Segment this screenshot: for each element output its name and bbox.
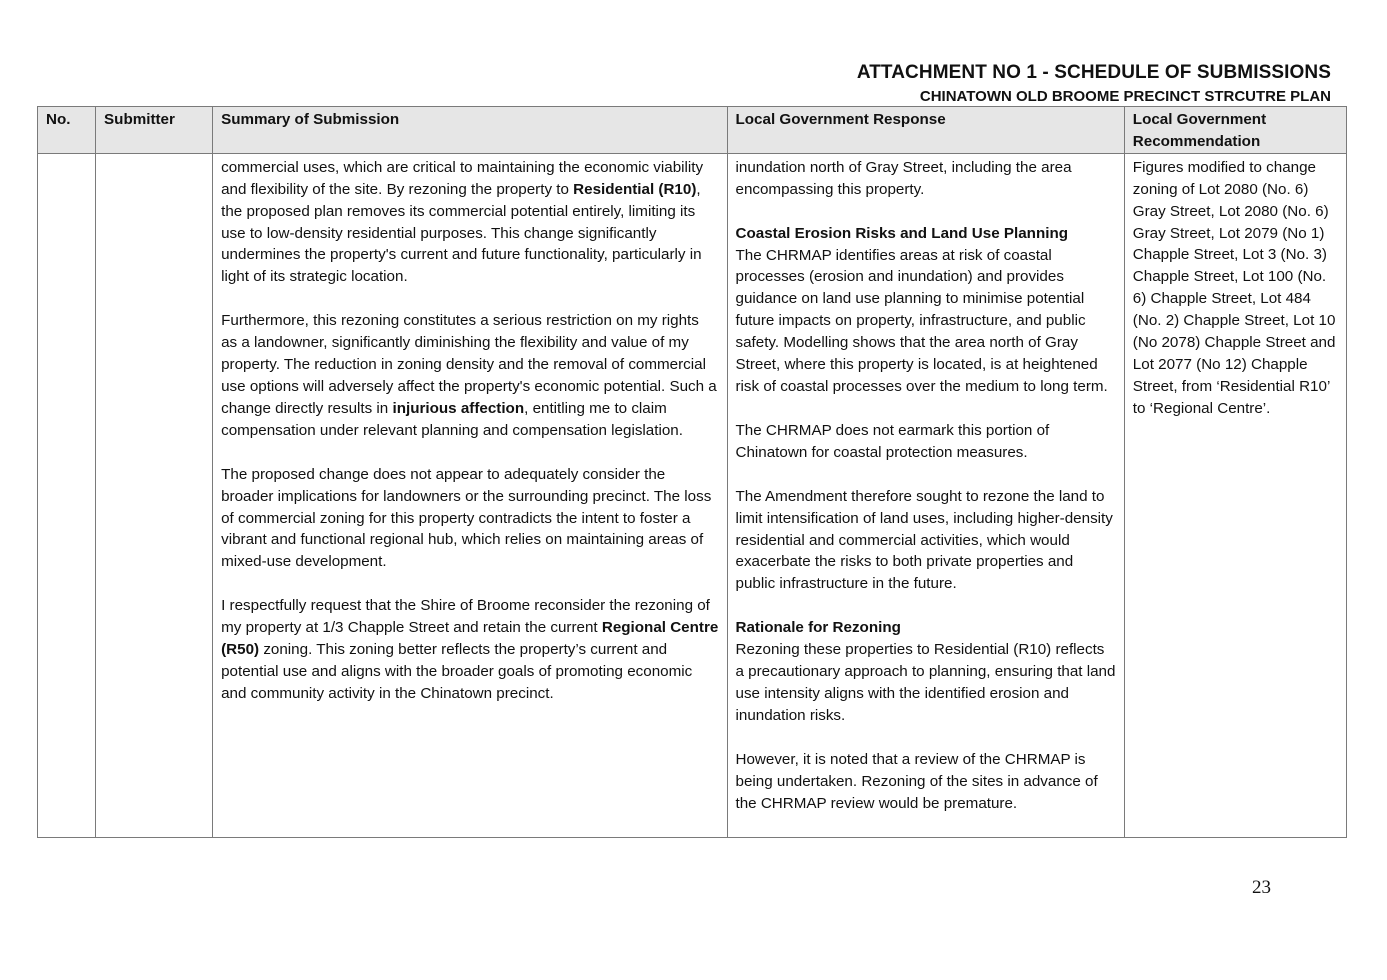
summary-text: , entitling me to claim compensation under relevant planning and compensation legislation. (221, 399, 683, 439)
table-row (38, 153, 1347, 837)
summary-text: , the proposed plan removes its commercial potential entirely, limiting its use to low-density residential purposes. This change significantly undermines the property's current and future functionality, particularly in light of its strategic location. (221, 180, 702, 286)
response-text: Rezoning these properties to Residential (R10) reflects a precautionary approach to planning, ensuring that land use intensity aligns with the identified erosion and inundation risks. (735, 641, 1116, 724)
cell-response (727, 153, 1124, 837)
table-header-row (38, 107, 1347, 154)
page-number: 23 (1252, 877, 1271, 898)
summary-emphasis: Residential (R10) (573, 180, 697, 198)
column-header-no: No. (38, 107, 96, 154)
response-text: The CHRMAP identifies areas at risk of coastal processes (erosion and inundation) and provides guidance on land use planning to minimise potential future impacts on property, infrastructure, and public safety. Modelling shows that the area north of Gray Street, where this property is located, is at heightened risk of coastal processes over the medium to long term. (735, 246, 1108, 395)
response-paragraph-1: inundation north of Gray Street, including the area encompassing this property. (735, 158, 1072, 198)
cell-recommendation: Figures modified to change zoning of Lot 2080 (No. 6) Gray Street, Lot 2080 (No. 6) Gray Street, Lot 2079 (No 1) Chapple Street, Lot 3 (No. 3) Chapple Street, Lot 100 (No. 6) Chapple Street, Lot 484 (No. 2) Chapple Street, Lot 10 (No 2078) Chapple Street and Lot 2077 (No 12) Chapple Street, from ‘Residential R10’ to ‘Regional Centre’. (1124, 153, 1346, 837)
column-header-recommendation: Local Government Recommendation (1124, 107, 1346, 154)
summary-text: Furthermore, this rezoning constitutes a serious restriction on my rights as a landowner, significantly diminishing the flexibility and value of my property. The reduction in zoning density and the removal of commercial use options will adversely affect the property's economic potential. Such a change directly results in (221, 312, 717, 417)
response-subheading: Coastal Erosion Risks and Land Use Planning (735, 224, 1069, 242)
document-title: ATTACHMENT NO 1 - SCHEDULE OF SUBMISSIONS (856, 62, 1331, 83)
summary-paragraph-1 (221, 157, 718, 288)
summary-paragraph-3: The proposed change does not appear to adequately consider the broader implications for landowners or the surrounding precinct. The loss of commercial zoning for this property contradicts the intent to foster a vibrant and functional regional hub, which relies on maintaining areas of mixed-use development. (221, 465, 712, 571)
summary-text: commercial uses, which are critical to maintaining the economic viability and flexibility of the site. By rezoning the property to (221, 158, 704, 198)
response-subheading: Rationale for Rezoning (735, 619, 901, 637)
cell-no (38, 153, 96, 837)
response-paragraph-6: However, it is noted that a review of the CHRMAP is being undertaken. Rezoning of the sites in advance of the CHRMAP review would be premature. (735, 750, 1098, 812)
cell-summary (213, 153, 727, 837)
summary-text: zoning. This zoning better reflects the property’s current and potential use and aligns with the broader goals of promoting economic and community activity in the Chinatown precinct. (221, 641, 693, 702)
response-section-rationale (736, 617, 1116, 727)
response-section-erosion (736, 223, 1116, 398)
cell-submitter (96, 153, 213, 837)
column-header-submitter: Submitter (96, 107, 213, 154)
summary-emphasis: injurious affection (392, 399, 525, 417)
summary-paragraph-2 (221, 310, 718, 441)
response-paragraph-4: The Amendment therefore sought to rezone the land to limit intensification of land uses, including higher-density residential and commercial activities, which would exacerbate the risks to both private properties and public infrastructure in the future. (735, 487, 1113, 593)
summary-paragraph-4 (221, 595, 718, 705)
document-subtitle: CHINATOWN OLD BROOME PRECINCT STRCUTRE PLAN (919, 88, 1331, 105)
summary-text: I respectfully request that the Shire of Broome reconsider the rezoning of my property at 1/3 Chapple Street and retain the current (221, 597, 710, 637)
response-paragraph-3: The CHRMAP does not earmark this portion of Chinatown for coastal protection measures. (735, 421, 1050, 461)
summary-emphasis: Regional Centre (R50) (221, 619, 719, 659)
column-header-response: Local Government Response (727, 107, 1124, 154)
submissions-table (37, 106, 1347, 838)
column-header-summary: Summary of Submission (213, 107, 727, 154)
